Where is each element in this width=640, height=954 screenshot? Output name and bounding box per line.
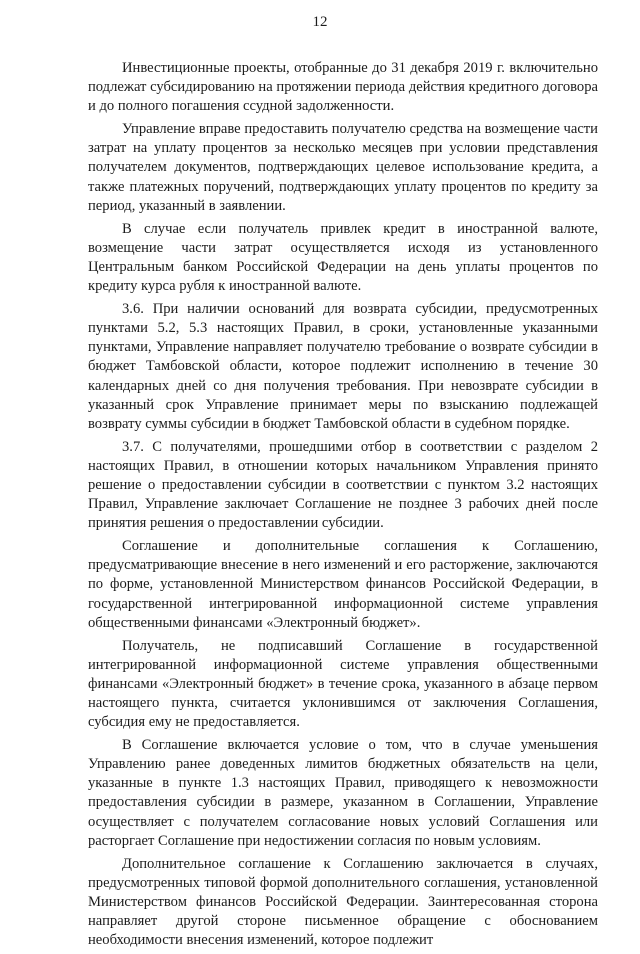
page-number: 12 [312, 14, 328, 30]
paragraph: В Соглашение включается условие о том, что в случае уменьшения Управлению ранее доведенных лимитов бюджетных обязательств на цели, указанные в пункте 1.3 настоящих Правил, приводящего к невозможности предоставления субсидии в размере, указанном в Соглашении, Управление осуществляет с получателем согласование новых условий Соглашения или расторгает Соглашение при недостижении согласия по новым условиям. [88, 737, 598, 849]
paragraph: 3.6. При наличии оснований для возврата субсидии, предусмотренных пунктами 5.2, 5.3 настоящих Правил, в сроки, установленные указанными пунктами, Управление направляет получателю требование о возврате субсидии в бюджет Тамбовской области, которое подлежит исполнению в течение 30 календарных дней со дня получения требования. При невозврате субсидии в указанный срок Управление принимает меры по взысканию подлежащей возврату суммы субсидии в бюджет Тамбовской области в судебном порядке. [88, 301, 598, 432]
document-body [88, 59, 598, 954]
paragraph: Получатель, не подписавший Соглашение в государственной интегрированной информационной системе управления общественными финансами «Электронный бюджет» в течение срока, указанного в абзаце первом настоящего пункта, считается уклонившимся от заключения Соглашения, субсидия ему не предоставляется. [88, 637, 598, 731]
paragraph: Управление вправе предоставить получателю средства на возмещение части затрат на уплату процентов за несколько месяцев при условии представления получателем документов, подтверждающих целевое использование кредита, а также платежных поручений, подтверждающих уплату процентов по кредиту за период, указанный в заявлении. [88, 121, 598, 214]
paragraph: Дополнительное соглашение к Соглашению заключается в случаях, предусмотренных типовой формой дополнительного соглашения, установленной Министерством финансов Российской Федерации. Заинтересованная сторона направляет другой стороне письменное обращение с обоснованием необходимости внесения изменений, которое подлежит [88, 855, 598, 949]
paragraph: 3.7. С получателями, прошедшими отбор в соответствии с разделом 2 настоящих Правил, в отношении которых начальником Управления принято решение о предоставлении субсидии в соответствии с пунктом 3.2 настоящих Правил, Управление заключает Соглашение не позднее 3 рабочих дней после принятия решения о предоставлении субсидии. [88, 438, 598, 532]
paragraph: Соглашение и дополнительные соглашения к Соглашению, предусматривающие внесение в него изменений и его расторжение, заключаются по форме, установленной Министерством финансов Российской Федерации, в государственной интегрированной информационной системе управления общественными финансами «Электронный бюджет». [88, 538, 598, 631]
paragraph: В случае если получатель привлек кредит в иностранной валюте, возмещение части затрат осуществляется исходя из установленного Центральным банком Российской Федерации на день уплаты процентов по кредиту курса рубля к иностранной валюте. [88, 220, 598, 295]
paragraph: Инвестиционные проекты, отобранные до 31 декабря 2019 г. включительно подлежат субсидированию на протяжении периода действия кредитного договора и до полного погашения ссудной задолженности. [88, 60, 598, 115]
